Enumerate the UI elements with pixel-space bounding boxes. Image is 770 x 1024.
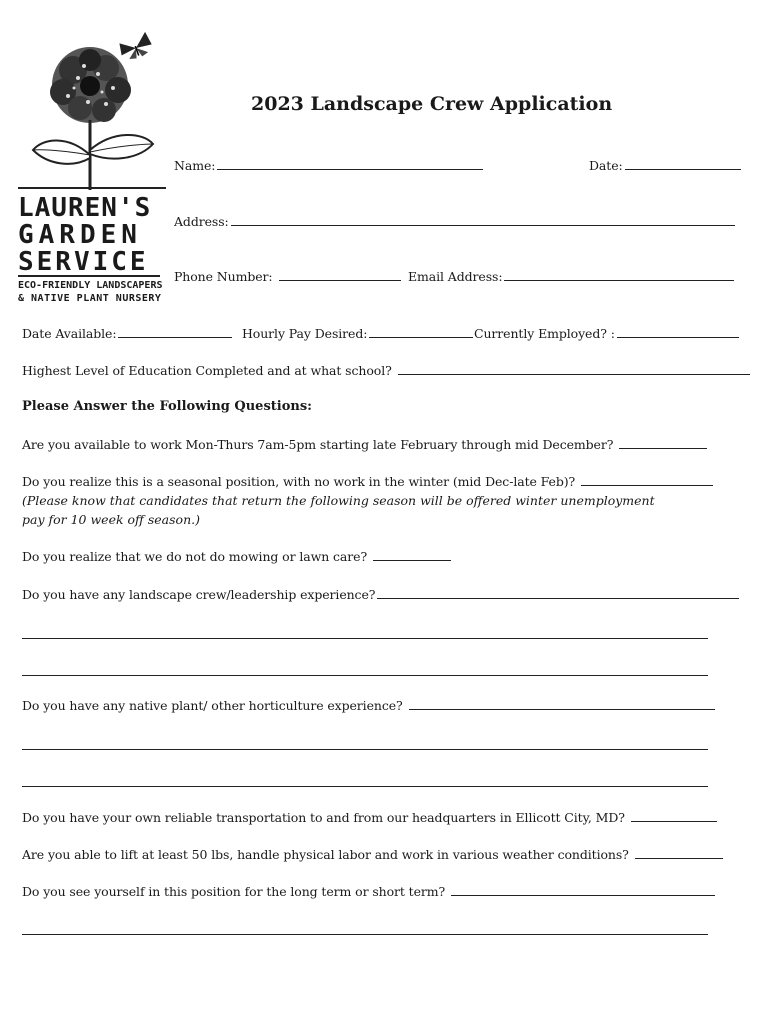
logo-line-3: SERVICE <box>18 247 149 277</box>
education-field[interactable] <box>398 373 750 375</box>
education-row <box>22 363 750 378</box>
answer-line-leadership-2[interactable] <box>22 675 708 676</box>
address-row <box>174 214 735 229</box>
company-logo <box>18 30 166 310</box>
question-availability-field[interactable] <box>619 447 707 449</box>
hourly-pay-label: Hourly Pay Desired: <box>242 326 368 341</box>
currently-employed-label: Currently Employed? : <box>474 326 615 341</box>
question-leadership-field[interactable] <box>377 597 739 599</box>
question-mowing-field[interactable] <box>373 559 451 561</box>
phone-label: Phone Number: <box>174 269 273 284</box>
email-field[interactable] <box>504 279 734 281</box>
name-field[interactable] <box>217 168 483 170</box>
date-available-row <box>22 326 232 341</box>
answer-line-horticulture-2[interactable] <box>22 786 708 787</box>
question-seasonal-field[interactable] <box>581 484 713 486</box>
address-field[interactable] <box>231 224 735 226</box>
date-row <box>589 158 741 173</box>
logo-tagline-1: ECO-FRIENDLY LANDSCAPERS <box>18 280 163 291</box>
question-availability-label: Are you available to work Mon-Thurs 7am-5pm starting late February through mid December? <box>22 437 614 452</box>
seasonal-note: (Please know that candidates that return the following season will be offered winter unemployment pay for 10 week off season.) <box>22 493 655 527</box>
question-term-label: Do you see yourself in this position for the long term or short term? <box>22 884 446 899</box>
question-term-field[interactable] <box>451 894 715 896</box>
question-mowing-label: Do you realize that we do not do mowing or lawn care? <box>22 549 368 564</box>
question-seasonal <box>22 474 713 489</box>
question-seasonal-label: Do you realize this is a seasonal position, with no work in the winter (mid Dec-late Feb)? <box>22 474 576 489</box>
logo-line-1: LAUREN'S <box>18 193 152 223</box>
question-horticulture <box>22 698 715 713</box>
phone-field[interactable] <box>279 279 401 281</box>
currently-employed-row <box>474 326 739 341</box>
date-available-label: Date Available: <box>22 326 117 341</box>
question-transportation <box>22 810 717 825</box>
address-label: Address: <box>174 214 229 229</box>
question-physical-labor-label: Are you able to lift at least 50 lbs, handle physical labor and work in various weather conditions? <box>22 847 629 862</box>
logo-line-2: GARDEN <box>18 220 142 250</box>
name-label: Name: <box>174 158 216 173</box>
question-physical-labor <box>22 847 723 862</box>
question-transportation-field[interactable] <box>631 820 717 822</box>
email-row <box>408 269 734 284</box>
question-leadership <box>22 587 739 602</box>
date-available-field[interactable] <box>118 336 232 338</box>
question-horticulture-label: Do you have any native plant/ other horticulture experience? <box>22 698 403 713</box>
logo-divider <box>18 275 160 277</box>
hourly-pay-row <box>242 326 473 341</box>
question-transportation-label: Do you have your own reliable transportation to and from our headquarters in Ellicott City, MD? <box>22 810 625 825</box>
email-label: Email Address: <box>408 269 503 284</box>
answer-line-leadership-1[interactable] <box>22 638 708 639</box>
answer-line-horticulture-1[interactable] <box>22 749 708 750</box>
name-row <box>174 158 483 173</box>
education-label: Highest Level of Education Completed and at what school? <box>22 363 392 378</box>
questions-heading: Please Answer the Following Questions: <box>22 399 312 414</box>
answer-line-term-1[interactable] <box>22 934 708 935</box>
question-physical-labor-field[interactable] <box>635 857 723 859</box>
flower-illustration-icon <box>18 30 166 190</box>
currently-employed-field[interactable] <box>617 336 739 338</box>
phone-row <box>174 269 401 284</box>
question-leadership-label: Do you have any landscape crew/leadership experience? <box>22 587 376 602</box>
date-field[interactable] <box>625 168 741 170</box>
logo-tagline-2: & NATIVE PLANT NURSERY <box>18 293 162 304</box>
date-label: Date: <box>589 158 623 173</box>
butterfly-icon <box>117 31 155 63</box>
page-title: 2023 Landscape Crew Application <box>251 93 613 115</box>
question-mowing <box>22 549 451 564</box>
hourly-pay-field[interactable] <box>369 336 473 338</box>
question-horticulture-field[interactable] <box>409 708 715 710</box>
question-term <box>22 884 715 899</box>
question-availability <box>22 437 707 452</box>
